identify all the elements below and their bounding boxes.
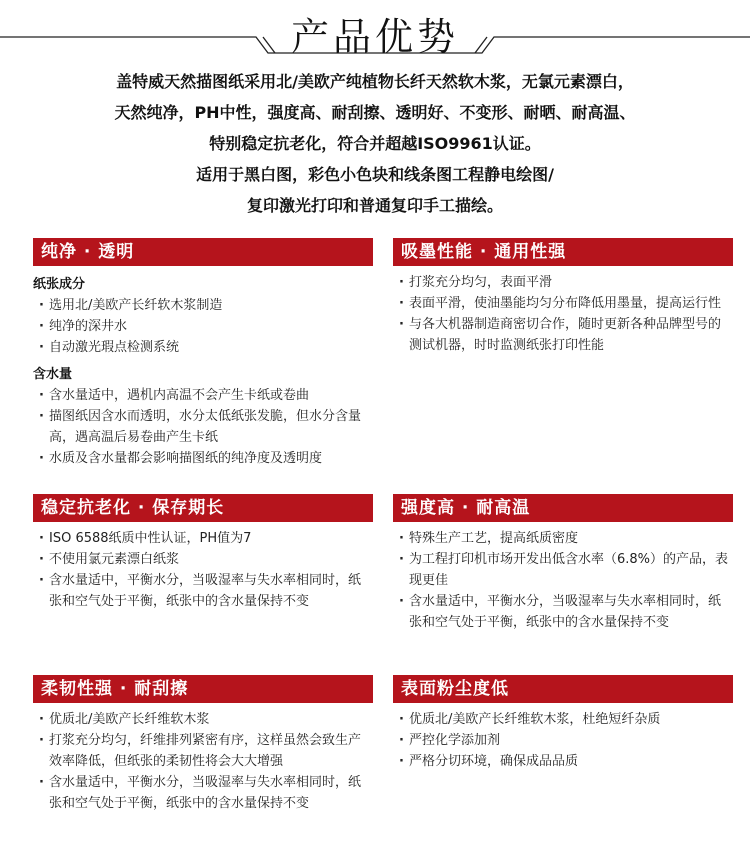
section-low-dust bbox=[393, 675, 733, 772]
section-title: 柔韧性强 · 耐刮擦 bbox=[33, 675, 373, 703]
list-item: · 不使用氯元素漂白纸浆 bbox=[33, 549, 373, 570]
list-item: · ISO 6588纸质中性认证，PH值为7 bbox=[33, 528, 373, 549]
section-purity bbox=[33, 238, 373, 469]
list-item: · 特殊生产工艺，提高纸质密度 bbox=[393, 528, 733, 549]
intro-line: 天然纯净，PH中性，强度高、耐刮擦、透明好、不变形、耐晒、耐高温、 bbox=[114, 103, 636, 122]
section-subtitle: 含水量 bbox=[33, 367, 73, 382]
section-strength bbox=[393, 494, 733, 633]
list-item: · 含水量适中，遇机内高温不会产生卡纸或卷曲 bbox=[33, 385, 373, 406]
list-item: · 为工程打印机市场开发出低含水率（6.8%）的产品，表现更佳 bbox=[393, 549, 733, 591]
list-item: · 选用北/美欧产长纤软木浆制造 bbox=[33, 295, 373, 316]
list-item: · 打浆充分均匀，纤维排列紧密有序，这样虽然会致生产效率降低，但纸张的柔韧性将会大大增强 bbox=[33, 730, 373, 772]
list-item: · 严控化学添加剂 bbox=[393, 730, 733, 751]
page-title: 产品优势 bbox=[290, 15, 459, 59]
section-title: 吸墨性能 · 通用性强 bbox=[393, 238, 733, 266]
list-item: · 与各大机器制造商密切合作，随时更新各种品牌型号的测试机器，时时监测纸张打印性能 bbox=[393, 314, 733, 356]
list-item: · 纯净的深井水 bbox=[33, 316, 373, 337]
list-item: · 描图纸因含水而透明，水分太低纸张发脆，但水分含量高，遇高温后易卷曲产生卡纸 bbox=[33, 406, 373, 448]
section-title: 强度高 · 耐高温 bbox=[393, 494, 733, 522]
intro-text bbox=[0, 66, 750, 221]
list-item: · 优质北/美欧产长纤维软木浆，杜绝短纤杂质 bbox=[393, 709, 733, 730]
list-item: · 含水量适中，平衡水分，当吸湿率与失水率相同时，纸张和空气处于平衡，纸张中的含水量保持不变 bbox=[33, 772, 373, 814]
intro-line: 特别稳定抗老化，符合并超越ISO9961认证。 bbox=[209, 134, 541, 153]
section-title: 纯净 · 透明 bbox=[33, 238, 373, 266]
list-item: · 水质及含水量都会影响描图纸的纯净度及透明度 bbox=[33, 448, 373, 469]
list-item: · 含水量适中，平衡水分，当吸湿率与失水率相同时，纸张和空气处于平衡，纸张中的含水量保持不变 bbox=[33, 570, 373, 612]
list-item: · 严格分切环境，确保成品品质 bbox=[393, 751, 733, 772]
section-title: 稳定抗老化 · 保存期长 bbox=[33, 494, 373, 522]
list-item: · 表面平滑，使油墨能均匀分布降低用墨量，提高运行性 bbox=[393, 293, 733, 314]
section-ink-absorption bbox=[393, 238, 733, 356]
intro-line: 盖特威天然描图纸采用北/美欧产纯植物长纤天然软木浆，无氯元素漂白， bbox=[116, 72, 634, 91]
list-item: · 优质北/美欧产长纤维软木浆 bbox=[33, 709, 373, 730]
intro-line: 复印激光打印和普通复印手工描绘。 bbox=[246, 196, 503, 215]
list-item: · 打浆充分均匀，表面平滑 bbox=[393, 272, 733, 293]
section-title: 表面粉尘度低 bbox=[393, 675, 733, 703]
intro-line: 适用于黑白图，彩色小色块和线条图工程静电绘图/ bbox=[196, 165, 554, 184]
list-item: · 自动激光瑕点检测系统 bbox=[33, 337, 373, 358]
header-banner bbox=[0, 0, 750, 60]
section-flexibility bbox=[33, 675, 373, 814]
section-anti-aging bbox=[33, 494, 373, 612]
section-subtitle: 纸张成分 bbox=[33, 277, 86, 292]
list-item: · 含水量适中，平衡水分，当吸湿率与失水率相同时，纸张和空气处于平衡，纸张中的含水量保持不变 bbox=[393, 591, 733, 633]
